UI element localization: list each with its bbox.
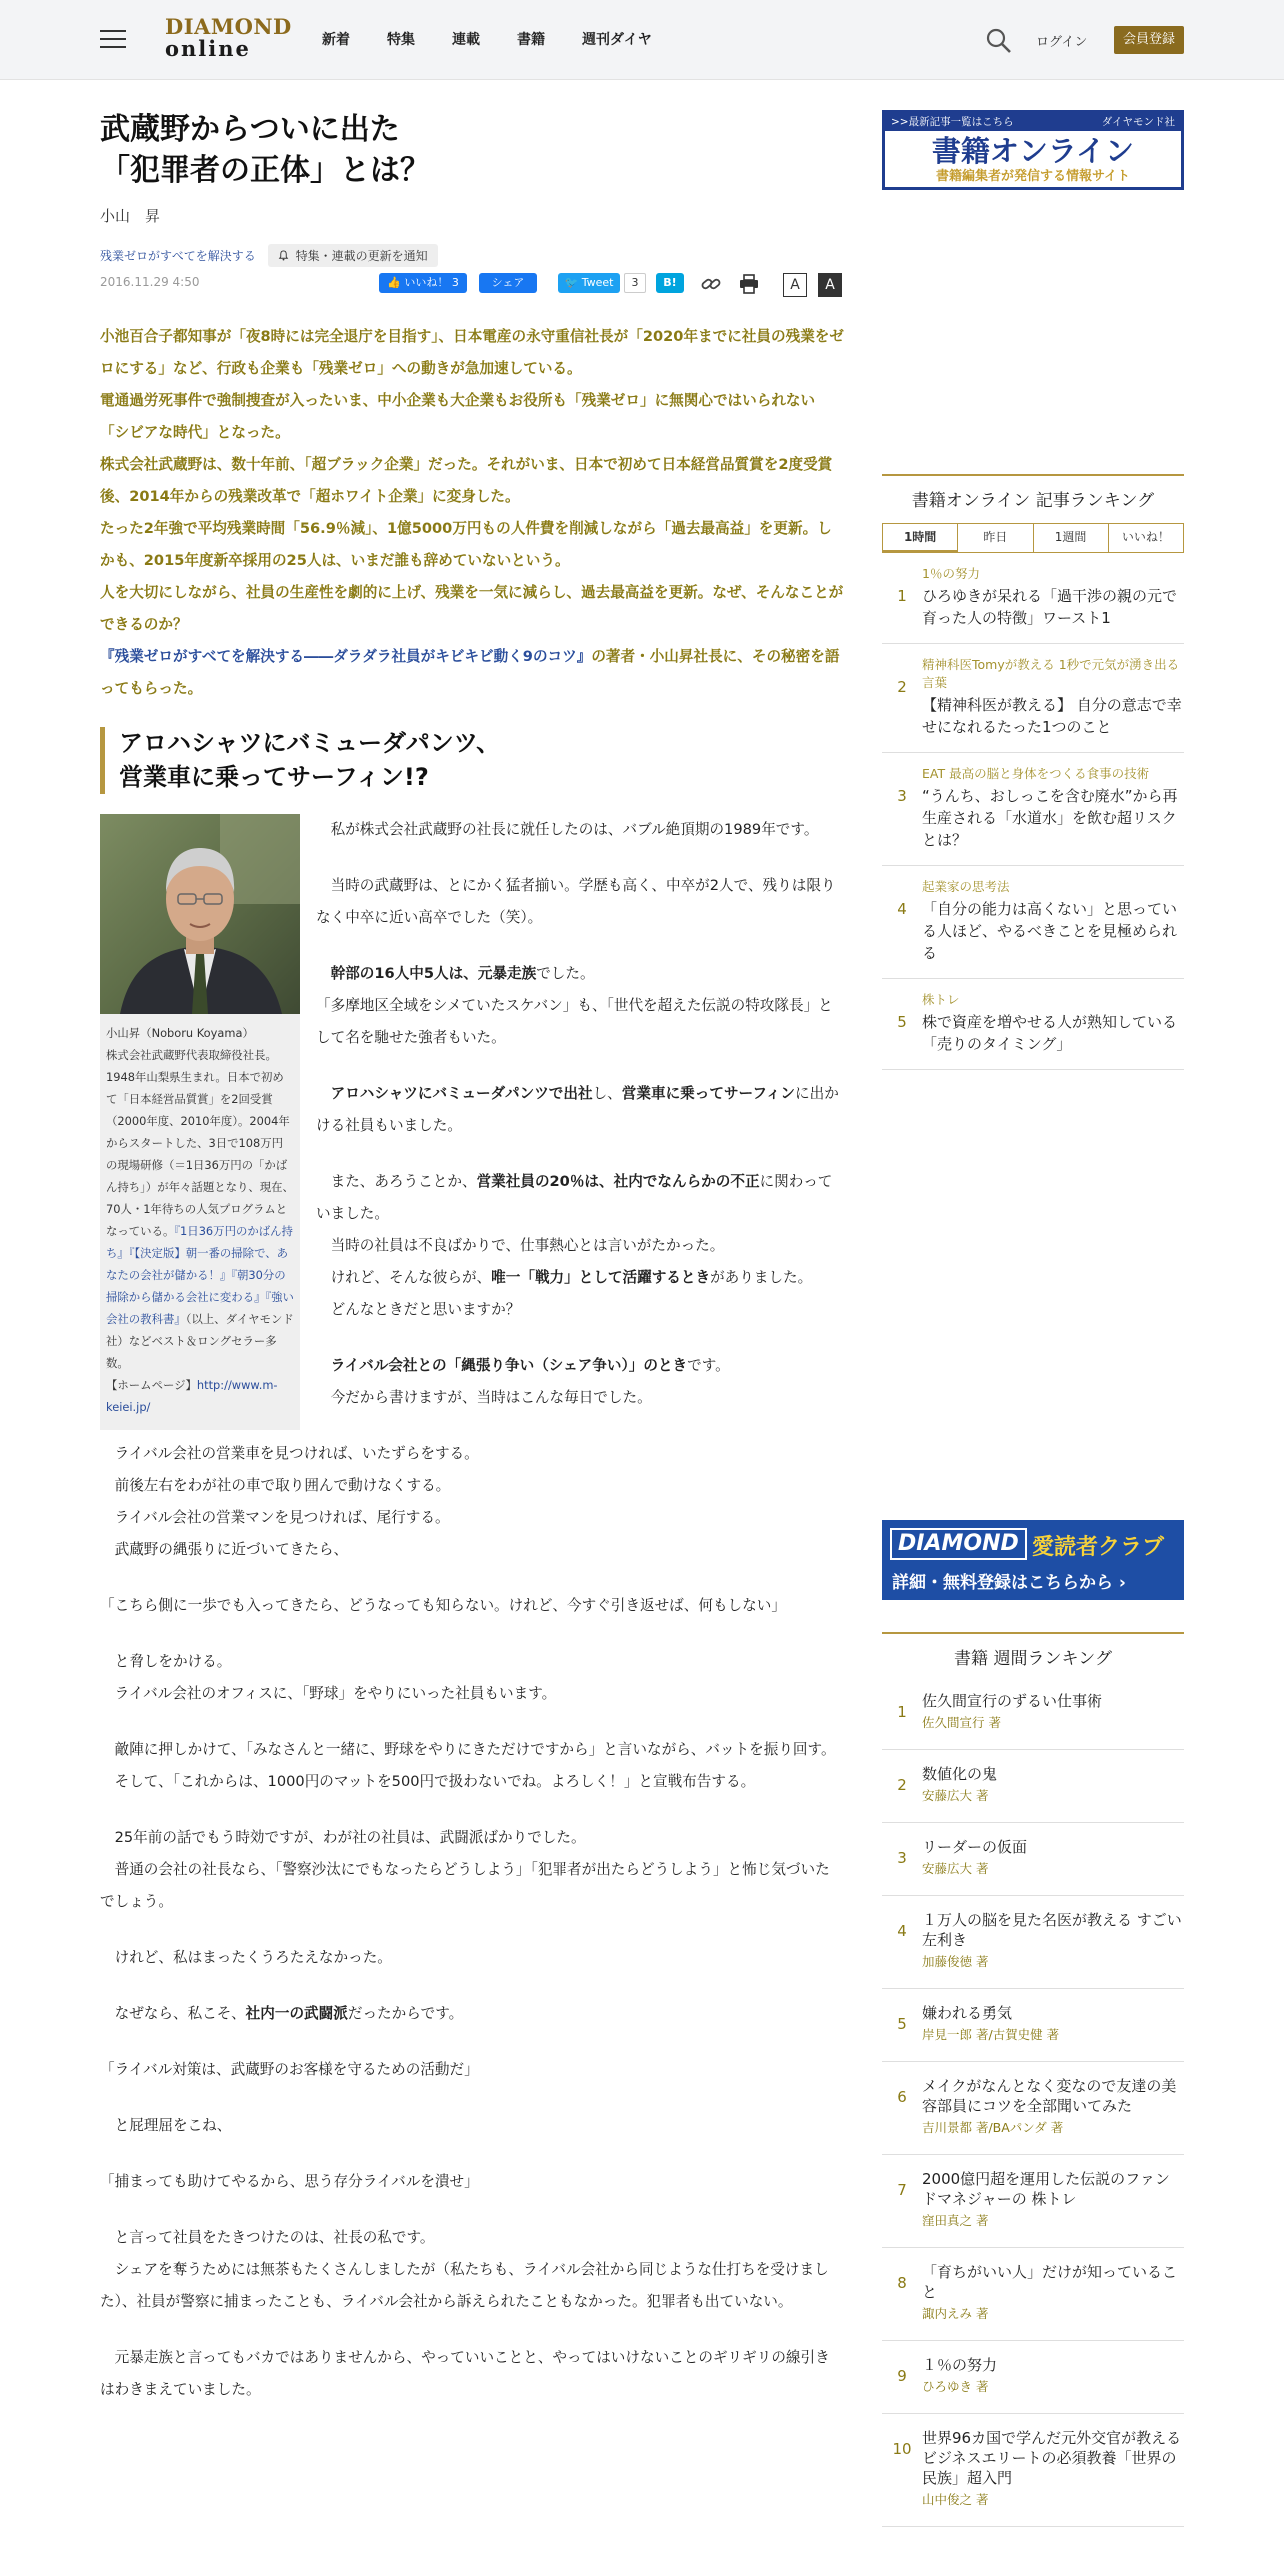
- book-ranking-item[interactable]: 6 メイクがなんとなく変なので友達の美容部員にコツを全部聞いてみた 吉川景都 著/BAパンダ 著: [882, 2062, 1184, 2155]
- notify-button[interactable]: 特集・連載の更新を通知: [268, 244, 438, 267]
- lead-paragraph: 電通過労死事件で強制捜査が入ったいま、中小企業も大企業もお役所も「残業ゼロ」に無関心ではいられない「シビアな時代」となった。: [100, 392, 816, 441]
- reader-club-banner[interactable]: DIAMOND 愛読者クラブ 詳細・無料登録はこちらから ›: [882, 1520, 1184, 1600]
- weekly-book-ranking: [882, 1632, 1184, 2527]
- ranking-item[interactable]: 2 精神科医Tomyが教える 1秒で元気が湧き出る言葉 【精神科医が教える】 自分の意志で幸せになれるたった1つのこと: [882, 644, 1184, 753]
- menu-icon[interactable]: [100, 28, 126, 50]
- article-body: [100, 814, 844, 2406]
- lead-paragraph: 人を大切にしながら、社員の生産性を劇的に上げ、残業を一気に減らし、過去最高益を更新。なぜ、そんなことができるのか？: [100, 584, 844, 633]
- series-link[interactable]: 残業ゼロがすべてを解決する: [100, 249, 256, 263]
- nav-series[interactable]: 連載: [452, 32, 480, 48]
- hatena-bookmark-button[interactable]: B!: [656, 273, 684, 293]
- book-ranking-item[interactable]: 3 リーダーの仮面 安藤広大 著: [882, 1823, 1184, 1896]
- ranking-item[interactable]: 1 1％の努力 ひろゆきが呆れる「過干渉の親の元で育った人の特徴」ワースト1: [882, 553, 1184, 644]
- book-ranking-item[interactable]: 1 佐久間宣行のずるい仕事術 佐久間宣行 著: [882, 1677, 1184, 1750]
- book-ranking-item[interactable]: 8 「育ちがいい人」だけが知っていること 諏内えみ 著: [882, 2248, 1184, 2341]
- books-online-banner[interactable]: >>最新記事一覧はこちら ダイヤモンド社 書籍オンライン 書籍編集者が発信する情報サイト: [882, 110, 1184, 190]
- site-logo[interactable]: DIAMOND online: [165, 14, 292, 61]
- sidebar: [882, 110, 1184, 2507]
- font-size-large-button[interactable]: A: [818, 273, 842, 297]
- nav-weekly-diamond[interactable]: 週刊ダイヤ: [582, 32, 652, 48]
- tab-yesterday[interactable]: 昨日: [958, 524, 1033, 552]
- tweet-count: 3: [624, 273, 646, 293]
- nav-books[interactable]: 書籍: [517, 32, 545, 48]
- book-ranking-item[interactable]: 5 嫌われる勇気 岸見一郎 著/古賀史健 著: [882, 1989, 1184, 2062]
- author-profile-text: 小山昇（Noboru Koyama） 株式会社武蔵野代表取締役社長。1948年山梨県生まれ。日本で初めて「日本経営品質賞」を2回受賞（2000年度、2010年度）。2004年からスタートした、3日で108万円の現場研修（＝1日36万円の「かばん持ち」）が年々話題となり、現在、70人・1年待ちの人気プログラムとなっている。『1日36万円のかばん持ち』『【決定版】朝一番の掃除で、あなたの会社が儲かる！』『朝30分の掃除から儲かる会社に変わる』『強い会社の教科書』（以上、ダイヤモンド社）などベスト＆ロングセラー多数。 【ホームページ】http://www.m-keiei.jp/: [106, 1026, 294, 1415]
- nav-features[interactable]: 特集: [387, 32, 415, 48]
- article-author[interactable]: 小山 昇: [100, 207, 161, 225]
- publish-date: 2016.11.29 4:50: [100, 275, 200, 289]
- body-indented-block: 私が株式会社武蔵野の社長に就任したのは、バブル絶頂期の1989年です。 当時の武蔵野は、とにかく猛者揃い。学歴も高く、中卒が2人で、残りは限りなく中卒に近い高卒でした（笑）。 幹部の16人中5人は、元暴走族でした。 「多摩地区全域をシメていたスケバン」も、「世代を超えた伝説の特攻隊長」として名を馳せた強者もいた。 アロハシャツにバミューダパンツで出社し、営業車に乗ってサーフィンに出かける社員もいました。 また、あろうことか、営業社員の20％は、社内でなんらかの不正に関わっていました。 当時の社員は不良ばかりで、仕事熱心とは言いがたかった。 けれど、そんな彼らが、唯一「戦力」として活躍するときがありました。 どんなときだと思いますか？ ライバル会社との「縄張り争い（シェア争い）」のときです。 今だから書けますが、当時はこんな毎日でした。: [316, 821, 839, 1407]
- book-ranking-item[interactable]: 9 １％の努力 ひろゆき 著: [882, 2341, 1184, 2414]
- book-ranking-item[interactable]: 4 １万人の脳を見た名医が教える すごい左利き 加藤俊徳 著: [882, 1896, 1184, 1989]
- site-header: [0, 0, 1284, 80]
- ranking-item[interactable]: 3 EAT 最高の脳と身体をつくる食事の技術 “うんち、おしっこを含む廃水”から再生産される「水道水」を飲む超リスクとは？: [882, 753, 1184, 866]
- meta-row: [100, 273, 844, 303]
- lead-paragraph: たった2年強で平均残業時間「56.9％減」、1億5000万円もの人件費を削減しながら「過去最高益」を更新。しかも、2015年度新卒採用の25人は、いまだ誰も辞めていないという。: [100, 520, 832, 569]
- lead-paragraph: 小池百合子都知事が「夜8時には完全退庁を目指す」、日本電産の永守重信社長が「2020年までに社員の残業をゼロにする」など、行政も企業も「残業ゼロ」への動きが急加速している。: [100, 328, 844, 377]
- article-lead: [100, 321, 844, 705]
- section-heading: アロハシャツにバミューダパンツ、 営業車に乗ってサーフィン!?: [100, 727, 844, 794]
- weekly-ranking-list: [882, 1677, 1184, 2527]
- weekly-ranking-title: 書籍 週間ランキング: [882, 1632, 1184, 1669]
- tab-1-week[interactable]: 1週間: [1034, 524, 1109, 552]
- author-photo: [100, 814, 300, 1014]
- book-ranking-item[interactable]: 2 数値化の鬼 安藤広大 著: [882, 1750, 1184, 1823]
- lead-paragraph: 『残業ゼロがすべてを解決する――ダラダラ社員がキビキビ動く9のコツ』の著者・小山昇社長に、その秘密を語ってもらった。: [100, 648, 840, 697]
- search-icon[interactable]: [985, 27, 1013, 55]
- profile-books-link[interactable]: 『1日36万円のかばん持ち』『【決定版】朝一番の掃除で、あなたの会社が儲かる！』『朝30分の掃除から儲かる会社に変わる』『強い会社の教科書』: [106, 1224, 294, 1327]
- ranking-list: [882, 553, 1184, 1070]
- font-size-normal-button[interactable]: A: [783, 273, 807, 297]
- author-profile: [100, 814, 300, 1430]
- ranking-item[interactable]: 4 起業家の思考法 「自分の能力は高くない」と思っている人ほど、やるべきことを見極められる: [882, 866, 1184, 979]
- login-link[interactable]: ログイン: [1036, 35, 1088, 50]
- series-row: [100, 244, 844, 267]
- bell-icon: [278, 250, 289, 261]
- ranking-item[interactable]: 5 株トレ 株で資産を増やせる人が熟知している「売りのタイミング」: [882, 979, 1184, 1070]
- global-nav: [322, 29, 689, 49]
- article-title: 武蔵野からついに出た 「犯罪者の正体」とは？: [100, 112, 430, 188]
- facebook-share-button[interactable]: シェア: [479, 273, 537, 293]
- tweet-button[interactable]: 🐦 Tweet: [558, 273, 620, 293]
- nav-new[interactable]: 新着: [322, 32, 350, 48]
- book-ranking-item[interactable]: 7 2000億円超を運用した伝説のファンドマネジャーの 株トレ 窪田真之 著: [882, 2155, 1184, 2248]
- article: [100, 110, 844, 2406]
- lead-book-link[interactable]: 『残業ゼロがすべてを解決する――ダラダラ社員がキビキビ動く9のコツ』: [100, 648, 592, 665]
- article-ranking: [882, 474, 1184, 1070]
- link-icon[interactable]: [700, 273, 722, 295]
- tab-likes[interactable]: いいね！: [1109, 524, 1183, 552]
- book-ranking-item[interactable]: 10 世界96カ国で学んだ元外交官が教える ビジネスエリートの必須教養「世界の民族」超入門 山中俊之 著: [882, 2414, 1184, 2527]
- print-icon[interactable]: [738, 273, 760, 295]
- ranking-title: 書籍オンライン 記事ランキング: [882, 474, 1184, 511]
- tab-1-hour[interactable]: 1時間: [883, 524, 958, 552]
- article-body-text: 私が株式会社武蔵野の社長に就任したのは、バブル絶頂期の1989年です。 当時の武蔵野は、とにかく猛者揃い。学歴も高く、中卒が2人で、残りは限りなく中卒に近い高卒でした（笑）。 幹部の16人中5人は、元暴走族でした。 「多摩地区全域をシメていたスケバン」も、「世代を超えた伝説の特攻隊長」として名を馳せた強者もいた。 アロハシャツにバミューダパンツで出社し、営業車に乗ってサーフィンに出かける社員もいました。 また、あろうことか、営業社員の20％は、社内でなんらかの不正に関わっていました。 当時の社員は不良ばかりで、仕事熱心とは言いがたかった。 けれど、そんな彼らが、唯一「戦力」として活躍するときがありました。 どんなときだと思いますか？ ライバル会社との「縄張り争い（シェア争い）」のときです。 今だから書けますが、当時はこんな毎日でした。 ライバル会社の営業車を見つければ、いたずらをする。 前後左右をわが社の車で取り囲んで動けなくする。 ライバル会社の営業マンを見つければ、尾行する。 武蔵野の縄張りに近づいてきたら、 「こちら側に一歩でも入ってきたら、どうなっても知らない。けれど、今すぐ引き返せば、何もしない」 と脅しをかける。 ライバル会社のオフィスに、「野球」をやりにいった社員もいます。 敵陣に押しかけて、「みなさんと一緒に、野球をやりにきただけですから」と言いながら、バットを振り回す。 そして、「これからは、1000円のマットを500円で扱わないでね。よろしく！」と宣戦布告する。 25年前の話でもう時効ですが、わが社の社員は、武闘派ばかりでした。 普通の会社の社長なら、「警察沙汰にでもなったらどうしよう」「犯罪者が出たらどうしよう」と怖じ気づいたでしょう。 けれど、私はまったくうろたえなかった。 なぜなら、私こそ、社内一の武闘派だったからです。 「ライバル対策は、武蔵野のお客様を守るための活動だ」 と屁理屈をこね、 「捕まっても助けてやるから、思う存分ライバルを潰せ」 と言って社員をたきつけたのは、社長の私です。 シェアを奪うためには無茶もたくさんしましたが（私たちも、ライバル会社から同じような仕打ちを受けました）、社員が警察に捕まったことも、ライバル会社から訴えられたこともなかった。犯罪者も出ていない。 元暴走族と言ってもバカではありませんから、やっていいことと、やってはいけないことのギリギリの線引きはわきまえていました。: [100, 814, 844, 2406]
- signup-button[interactable]: 会員登録: [1114, 26, 1184, 54]
- facebook-like-button[interactable]: 👍 いいね！ 3: [379, 273, 467, 293]
- ranking-tabs: [882, 523, 1184, 553]
- profile-homepage-link[interactable]: http://www.m-keiei.jp/: [106, 1378, 278, 1415]
- lead-paragraph: 株式会社武蔵野は、数十年前、「超ブラック企業」だった。それがいま、日本で初めて日本経営品質賞を2度受賞後、2014年からの残業改革で「超ホワイト企業」に変身した。: [100, 456, 833, 505]
